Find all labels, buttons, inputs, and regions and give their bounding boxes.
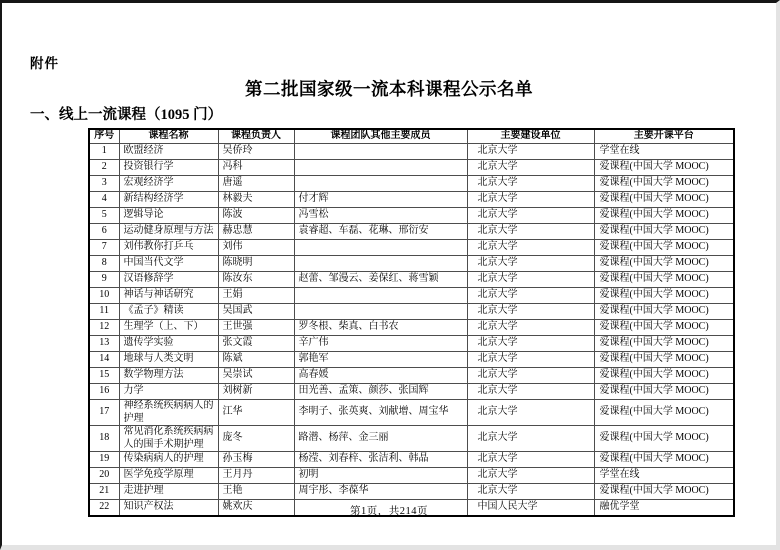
cell-course-name: 中国当代文学: [119, 256, 218, 272]
cell-team-members: [294, 160, 467, 176]
cell-platform: 爱课程(中国大学 MOOC): [594, 352, 734, 368]
table-row: [89, 272, 734, 288]
cell-course-name: 宏观经济学: [119, 176, 218, 192]
cell-course-name: 遗传学实验: [119, 336, 218, 352]
cell-unit: 中国人民大学: [467, 500, 594, 517]
cell-course-name: 神经系统疾病病人的护理: [119, 400, 218, 426]
cell-seq: 1: [89, 144, 119, 160]
col-header-seq: 序号: [89, 129, 119, 144]
cell-team-members: [294, 176, 467, 192]
cell-course-name: 地球与人类文明: [119, 352, 218, 368]
cell-course-name: 汉语修辞学: [119, 272, 218, 288]
cell-course-name: 知识产权法: [119, 500, 218, 517]
cell-unit: 北京大学: [467, 452, 594, 468]
cell-platform: 融优学堂: [594, 500, 734, 517]
cell-seq: 5: [89, 208, 119, 224]
cell-platform: 学堂在线: [594, 144, 734, 160]
cell-unit: 北京大学: [467, 176, 594, 192]
table-row: [89, 240, 734, 256]
cell-unit: 北京大学: [467, 320, 594, 336]
cell-team-members: 田光善、孟策、颜莎、张国辉: [294, 384, 467, 400]
cell-platform: 爱课程(中国大学 MOOC): [594, 426, 734, 452]
col-header-course-name: 课程名称: [119, 129, 218, 144]
cell-seq: 21: [89, 484, 119, 500]
cell-unit: 北京大学: [467, 272, 594, 288]
cell-unit: 北京大学: [467, 144, 594, 160]
cell-unit: 北京大学: [467, 426, 594, 452]
cell-team-members: 郭艳军: [294, 352, 467, 368]
cell-course-name: 投资银行学: [119, 160, 218, 176]
cell-platform: 爱课程(中国大学 MOOC): [594, 288, 734, 304]
cell-leader: 陈汝东: [218, 272, 294, 288]
course-table-wrap: [88, 128, 735, 517]
cell-seq: 19: [89, 452, 119, 468]
cell-leader: 王月丹: [218, 468, 294, 484]
cell-team-members: [294, 288, 467, 304]
attachment-label: 附件: [30, 56, 59, 71]
cell-seq: 22: [89, 500, 119, 517]
cell-team-members: 杨滢、刘春梓、张洁利、韩晶: [294, 452, 467, 468]
cell-leader: 姚欢庆: [218, 500, 294, 517]
table-row: [89, 304, 734, 320]
table-row: [89, 208, 734, 224]
cell-unit: 北京大学: [467, 160, 594, 176]
cell-unit: 北京大学: [467, 304, 594, 320]
table-row: [89, 426, 734, 452]
cell-leader: 吴崇试: [218, 368, 294, 384]
cell-team-members: [294, 256, 467, 272]
cell-leader: 刘树新: [218, 384, 294, 400]
cell-seq: 9: [89, 272, 119, 288]
cell-leader: 赫忠慧: [218, 224, 294, 240]
col-header-platform: 主要开课平台: [594, 129, 734, 144]
table-row: [89, 224, 734, 240]
table-row: [89, 368, 734, 384]
cell-unit: 北京大学: [467, 384, 594, 400]
cell-platform: 爱课程(中国大学 MOOC): [594, 452, 734, 468]
cell-unit: 北京大学: [467, 208, 594, 224]
cell-team-members: 周宇彤、李葆华: [294, 484, 467, 500]
cell-unit: 北京大学: [467, 484, 594, 500]
col-header-team-members: 课程团队其他主要成员: [294, 129, 467, 144]
cell-course-name: 数学物理方法: [119, 368, 218, 384]
course-table-body: [89, 144, 734, 517]
cell-platform: 爱课程(中国大学 MOOC): [594, 256, 734, 272]
cell-platform: 爱课程(中国大学 MOOC): [594, 400, 734, 426]
cell-seq: 6: [89, 224, 119, 240]
cell-team-members: 李明子、张英爽、刘献增、周宝华: [294, 400, 467, 426]
table-row: [89, 176, 734, 192]
cell-team-members: 付才辉: [294, 192, 467, 208]
cell-unit: 北京大学: [467, 368, 594, 384]
cell-platform: 爱课程(中国大学 MOOC): [594, 484, 734, 500]
cell-course-name: 运动健身原理与方法: [119, 224, 218, 240]
cell-unit: 北京大学: [467, 240, 594, 256]
cell-team-members: 冯雪松: [294, 208, 467, 224]
col-header-leader: 课程负责人: [218, 129, 294, 144]
table-row: [89, 400, 734, 426]
cell-platform: 爱课程(中国大学 MOOC): [594, 320, 734, 336]
cell-course-name: 欧盟经济: [119, 144, 218, 160]
cell-leader: 王艳: [218, 484, 294, 500]
cell-team-members: 袁睿超、车磊、花琳、邢衍安: [294, 224, 467, 240]
table-header-row: [89, 129, 734, 144]
cell-platform: 学堂在线: [594, 468, 734, 484]
cell-platform: 爱课程(中国大学 MOOC): [594, 368, 734, 384]
table-row: [89, 144, 734, 160]
table-row: [89, 160, 734, 176]
cell-unit: 北京大学: [467, 400, 594, 426]
cell-leader: 王娟: [218, 288, 294, 304]
cell-leader: 陈晓明: [218, 256, 294, 272]
cell-seq: 3: [89, 176, 119, 192]
cell-team-members: 辛广伟: [294, 336, 467, 352]
cell-seq: 2: [89, 160, 119, 176]
cell-seq: 14: [89, 352, 119, 368]
cell-leader: 王世强: [218, 320, 294, 336]
cell-unit: 北京大学: [467, 192, 594, 208]
cell-seq: 18: [89, 426, 119, 452]
cell-platform: 爱课程(中国大学 MOOC): [594, 304, 734, 320]
cell-leader: 张文霞: [218, 336, 294, 352]
cell-leader: 冯科: [218, 160, 294, 176]
page-title: 第二批国家级一流本科课程公示名单: [245, 79, 533, 99]
cell-unit: 北京大学: [467, 336, 594, 352]
cell-leader: 孙玉梅: [218, 452, 294, 468]
cell-leader: 陈斌: [218, 352, 294, 368]
cell-seq: 13: [89, 336, 119, 352]
cell-course-name: 走进护理: [119, 484, 218, 500]
col-header-unit: 主要建设单位: [467, 129, 594, 144]
cell-seq: 15: [89, 368, 119, 384]
cell-seq: 12: [89, 320, 119, 336]
cell-unit: 北京大学: [467, 288, 594, 304]
cell-seq: 16: [89, 384, 119, 400]
cell-course-name: 生理学（上、下）: [119, 320, 218, 336]
cell-team-members: 高春媛: [294, 368, 467, 384]
table-row: [89, 452, 734, 468]
cell-team-members: 初明: [294, 468, 467, 484]
cell-seq: 11: [89, 304, 119, 320]
cell-course-name: 刘伟教你打乒乓: [119, 240, 218, 256]
table-row: [89, 320, 734, 336]
cell-platform: 爱课程(中国大学 MOOC): [594, 192, 734, 208]
cell-platform: 爱课程(中国大学 MOOC): [594, 224, 734, 240]
course-table: [88, 128, 735, 517]
cell-leader: 江华: [218, 400, 294, 426]
cell-seq: 8: [89, 256, 119, 272]
cell-team-members: 路潜、杨萍、金三丽: [294, 426, 467, 452]
cell-platform: 爱课程(中国大学 MOOC): [594, 208, 734, 224]
cell-leader: 林毅夫: [218, 192, 294, 208]
cell-platform: 爱课程(中国大学 MOOC): [594, 240, 734, 256]
cell-unit: 北京大学: [467, 468, 594, 484]
cell-course-name: 逻辑导论: [119, 208, 218, 224]
table-row: [89, 352, 734, 368]
cell-team-members: [294, 304, 467, 320]
table-row: [89, 256, 734, 272]
cell-seq: 17: [89, 400, 119, 426]
table-row: [89, 288, 734, 304]
cell-leader: 吴国武: [218, 304, 294, 320]
cell-platform: 爱课程(中国大学 MOOC): [594, 160, 734, 176]
cell-leader: 刘伟: [218, 240, 294, 256]
cell-seq: 10: [89, 288, 119, 304]
cell-course-name: 医学免疫学原理: [119, 468, 218, 484]
cell-leader: 唐遥: [218, 176, 294, 192]
table-row: [89, 468, 734, 484]
cell-seq: 7: [89, 240, 119, 256]
cell-seq: 4: [89, 192, 119, 208]
cell-unit: 北京大学: [467, 224, 594, 240]
section-heading: 一、线上一流课程（1095 门）: [30, 107, 223, 123]
cell-course-name: 力学: [119, 384, 218, 400]
cell-course-name: 神话与神话研究: [119, 288, 218, 304]
cell-team-members: 罗冬根、柴真、白书农: [294, 320, 467, 336]
cell-leader: 吴侨玲: [218, 144, 294, 160]
cell-team-members: [294, 240, 467, 256]
cell-unit: 北京大学: [467, 352, 594, 368]
table-row: [89, 192, 734, 208]
page-number: 第1页，共214页: [350, 506, 428, 517]
cell-platform: 爱课程(中国大学 MOOC): [594, 272, 734, 288]
cell-course-name: 常见消化系统疾病病人的围手术期护理: [119, 426, 218, 452]
cell-unit: 北京大学: [467, 256, 594, 272]
table-row: [89, 384, 734, 400]
cell-platform: 爱课程(中国大学 MOOC): [594, 384, 734, 400]
cell-team-members: [294, 144, 467, 160]
cell-team-members: 赵蕾、邹漫云、姜保红、蒋雪颖: [294, 272, 467, 288]
table-row: [89, 336, 734, 352]
cell-course-name: 新结构经济学: [119, 192, 218, 208]
cell-course-name: 《孟子》精读: [119, 304, 218, 320]
cell-course-name: 传染病病人的护理: [119, 452, 218, 468]
table-row: [89, 484, 734, 500]
cell-platform: 爱课程(中国大学 MOOC): [594, 336, 734, 352]
cell-platform: 爱课程(中国大学 MOOC): [594, 176, 734, 192]
cell-leader: 陈波: [218, 208, 294, 224]
cell-seq: 20: [89, 468, 119, 484]
cell-leader: 庞冬: [218, 426, 294, 452]
